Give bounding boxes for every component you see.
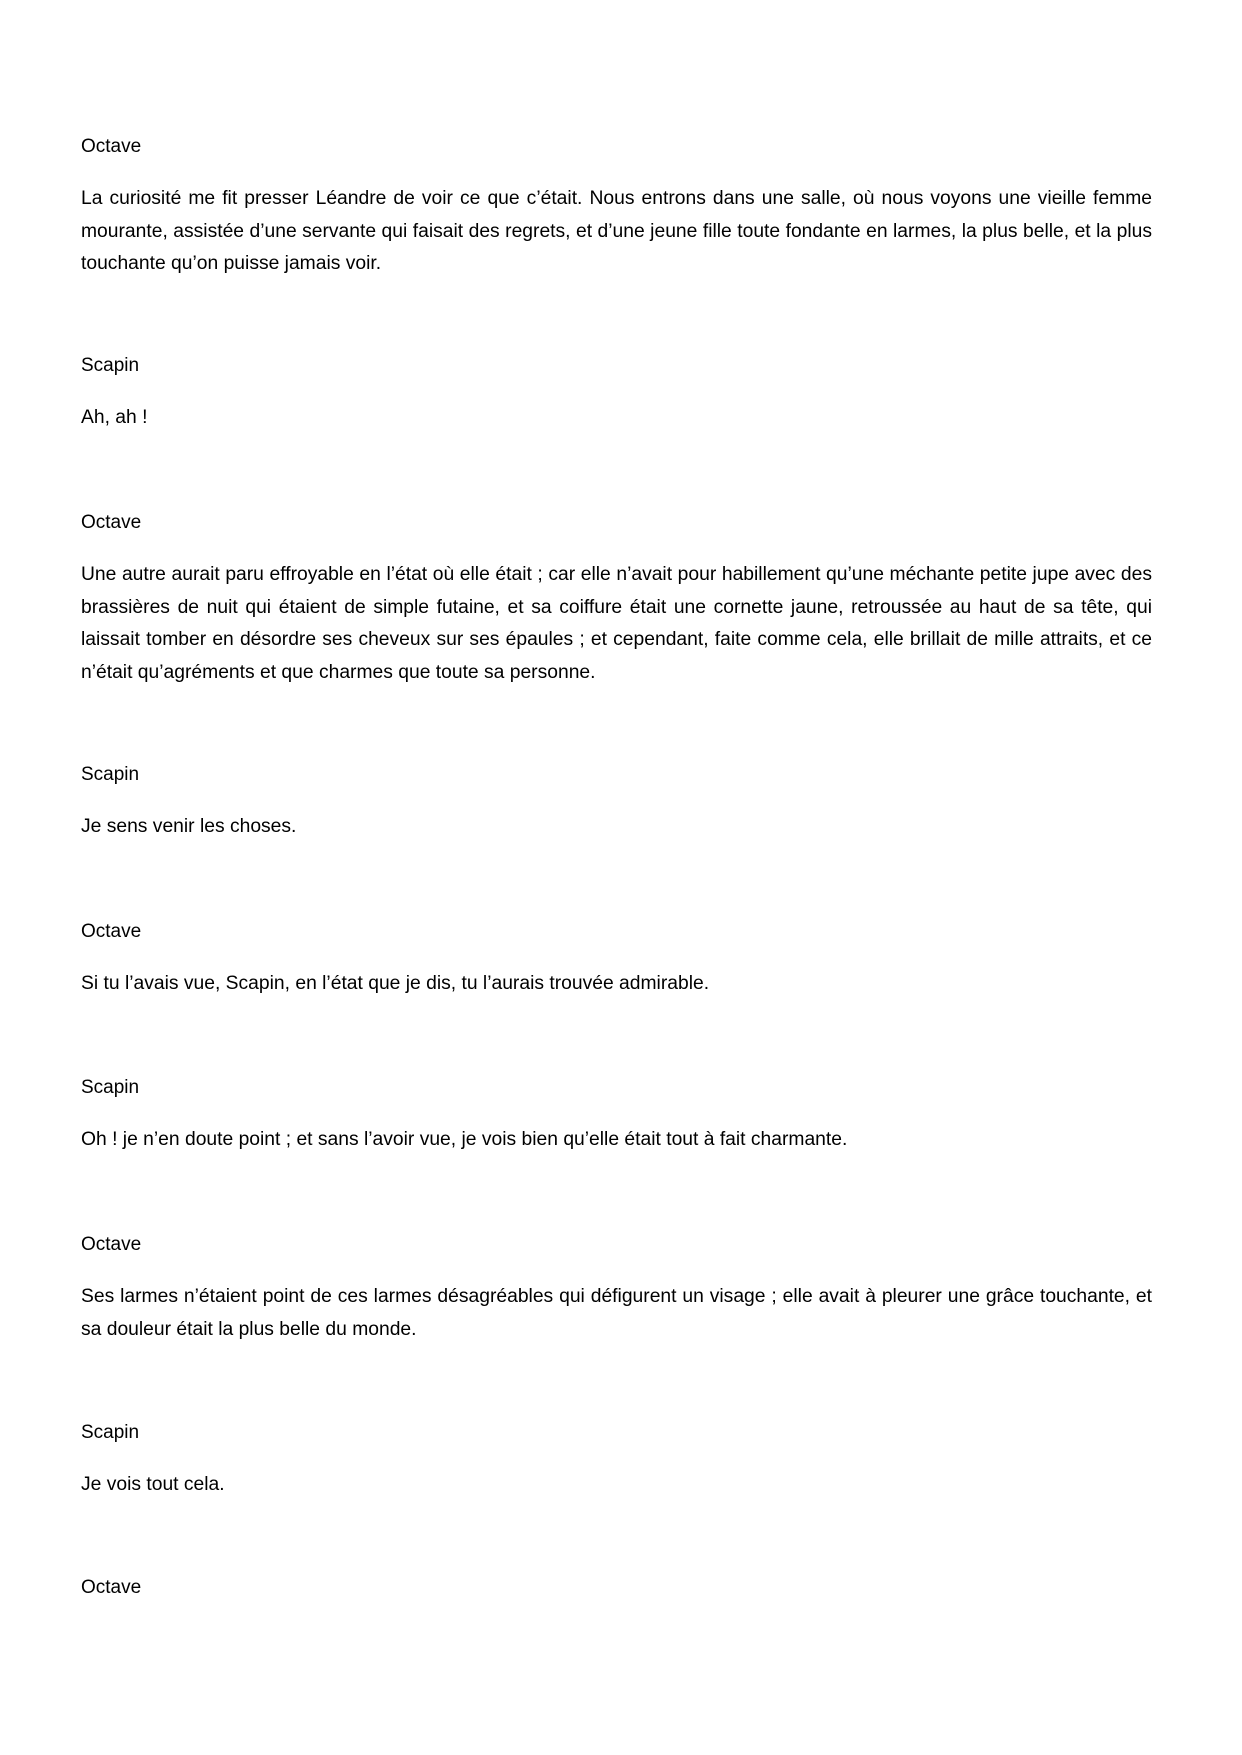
dialogue-line: Ses larmes n’étaient point de ces larmes désagréables qui défigurent un visage ; elle avait à pleurer une grâce touchante, et sa douleur était la plus belle du monde.	[81, 1286, 1152, 1340]
dialogue-line: Si tu l’avais vue, Scapin, en l’état que je dis, tu l’aurais trouvée admirable.	[81, 973, 710, 994]
dialogue-line: Une autre aurait paru effroyable en l’état où elle était ; car elle n’avait pour habillement qu’une méchante petite jupe avec des brassières de nuit qui étaient de simple futaine, et sa coiffure était une cornette jaune, retroussée au haut de sa tête, qui laissait tomber en désordre ses cheveux sur ses épaules ; et cependant, faite comme cela, elle brillait de mille attraits, et ce n’était qu’agréments et que charmes que toute sa personne.	[81, 564, 1152, 683]
dialogue-line: Je vois tout cela.	[81, 1474, 225, 1495]
speaker-name: Scapin	[81, 764, 140, 785]
speaker-name: Scapin	[81, 1077, 140, 1098]
speaker-name: Octave	[81, 921, 142, 942]
speaker-name: Scapin	[81, 355, 140, 376]
dialogue-line: Oh ! je n’en doute point ; et sans l’avoir vue, je vois bien qu’elle était tout à fait charmante.	[81, 1129, 848, 1150]
speaker-name: Scapin	[81, 1422, 140, 1443]
dialogue-line: Je sens venir les choses.	[81, 816, 297, 837]
dialogue-line: La curiosité me fit presser Léandre de voir ce que c’était. Nous entrons dans une salle, où nous voyons une vieille femme mourante, assistée d’une servante qui faisait des regrets, et d’une jeune fille toute fondante en larmes, la plus belle, et la plus touchante qu’on puisse jamais voir.	[81, 188, 1152, 274]
speaker-name: Octave	[81, 1234, 142, 1255]
dialogue-line: Ah, ah !	[81, 407, 148, 428]
speaker-name: Octave	[81, 512, 142, 533]
speaker-name: Octave	[81, 136, 142, 157]
speaker-name: Octave	[81, 1577, 142, 1598]
